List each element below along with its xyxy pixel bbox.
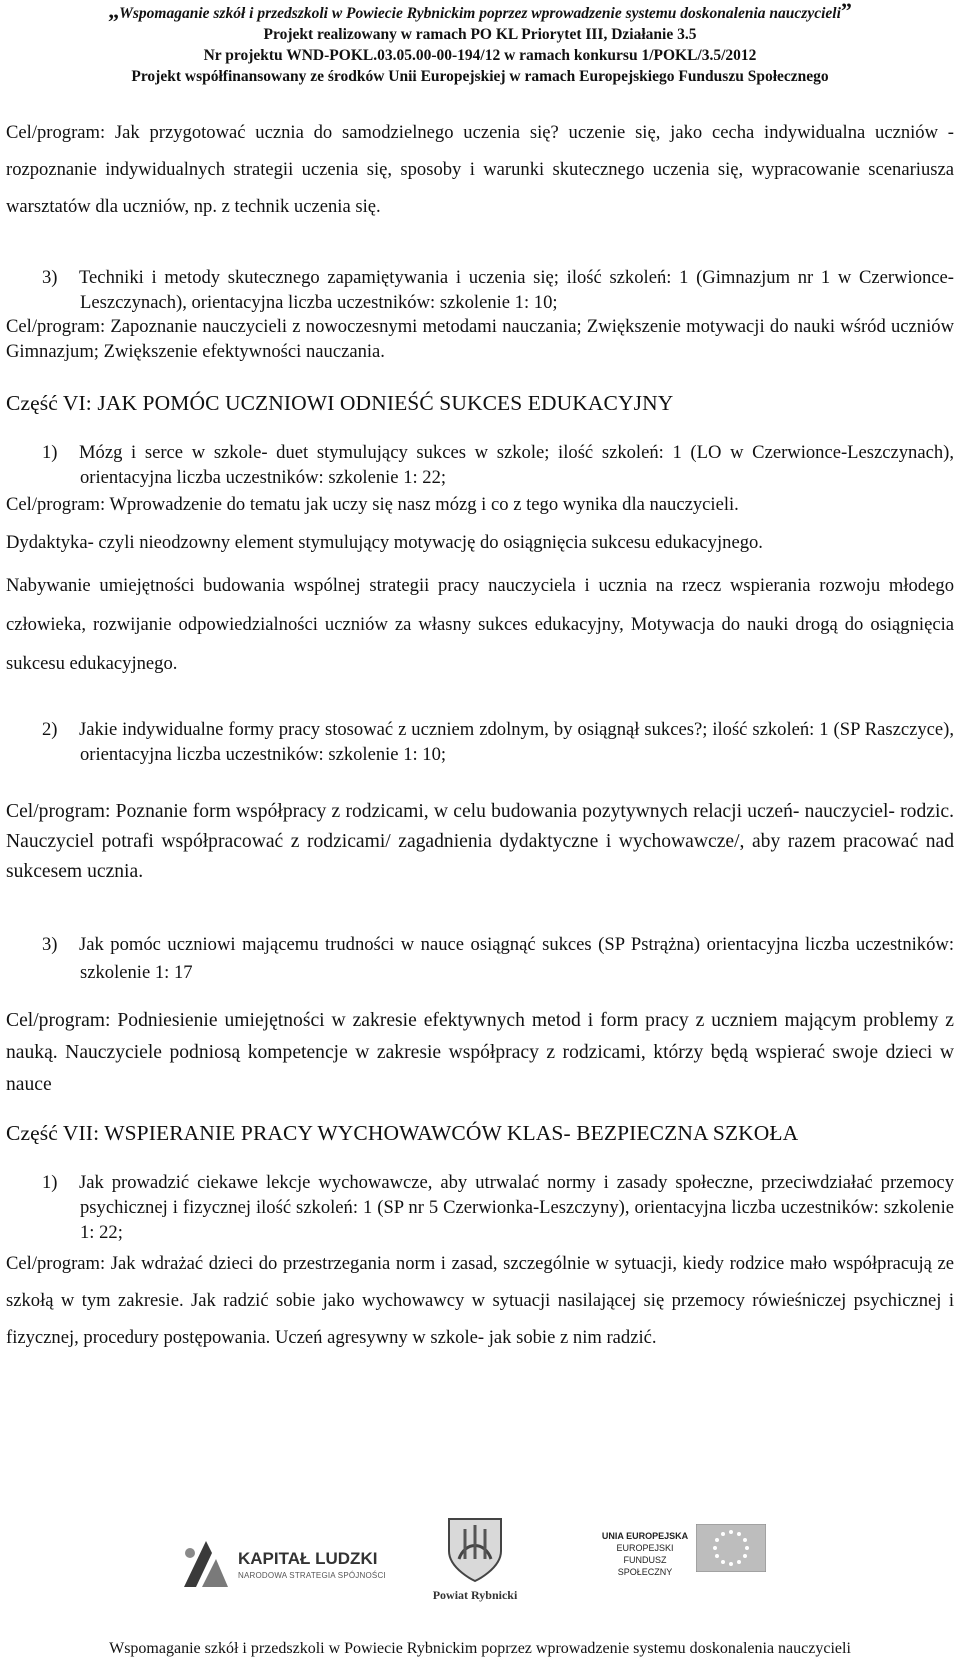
header-line-2: Projekt realizowany w ramach PO KL Priorytet III, Działanie 3.5 (263, 26, 697, 43)
list-number: 1) (42, 442, 58, 463)
list-item-text: Mózg i serce w szkole- duet stymulujący sukces w szkole; ilość szkoleń: 1 (LO w Czerwionce-Leszczynach), orientacyjna liczba uczestników: szkolenie 1: 22; (79, 442, 954, 488)
list-item-v3 (0, 265, 954, 315)
section6-item1-program-2: Dydaktyka- czyli nieodzowny element stymulujący motywację do osiągnięcia sukcesu edukacyjnego. (6, 532, 763, 553)
unia-europejska-logo (600, 1520, 770, 1600)
list-item-vii-1 (0, 1170, 954, 1245)
project-header (0, 0, 960, 87)
close-quote: ” (840, 0, 852, 23)
list-number: 3) (42, 934, 58, 955)
powiat-rybnicki-logo (420, 1515, 530, 1615)
section-6-title: Część VI: JAK POMÓC UCZNIOWI ODNIEŚĆ SUKCES EDUKACYJNY (6, 391, 674, 415)
kapital-ludzki-logo (176, 1535, 386, 1595)
ue-line-2: EUROPEJSKI (616, 1543, 674, 1553)
list-item-text: Jak pomóc uczniowi mającemu trudności w nauce osiągnąć sukces (SP Pstrążna) orientacyjna liczba uczestników: szkolenie 1: 17 (79, 934, 954, 983)
list-item-text: Jakie indywidualne formy pracy stosować z uczniem zdolnym, by osiągnął sukces?; ilość szkoleń: 1 (SP Raszczyce), orientacyjna liczba uczestników: szkolenie 1: 10; (79, 719, 954, 765)
kapital-ludzki-title: KAPITAŁ LUDZKI (238, 1549, 378, 1568)
header-line-4: Projekt współfinansowany ze środków Unii Europejskiej w ramach Europejskiego Funduszu Społecznego (131, 68, 829, 85)
header-line-3: Nr projektu WND-POKL.03.05.00-00-194/12 w ramach konkursu 1/POKL/3.5/2012 (203, 47, 757, 64)
list-number: 3) (42, 267, 58, 288)
eu-flag-icon (696, 1524, 766, 1572)
kapital-ludzki-emblem-icon (176, 1535, 236, 1595)
section7-item1-program: Cel/program: Jak wdrażać dzieci do przestrzegania norm i zasad, szczególnie w sytuacji, kiedy rodzice mało współpracują ze szkołą w tym zakresie. Jak radzić sobie jako wychowawcy w sytuacji nasilającej się przemocy rówieśniczej psychicznej i fizycznej, procedury postępowania. Uczeń agresywny w szkole- jak sobie z nim radzić. (6, 1253, 954, 1348)
list-item-text: Techniki i metody skutecznego zapamiętywania i uczenia się; ilość szkoleń: 1 (Gimnazjum nr 1 w Czerwionce-Leszczynach), orientacyjna liczba uczestników: szkolenie 1: 10; (79, 267, 954, 313)
list-number: 1) (42, 1172, 58, 1193)
section6-item3-program: Cel/program: Podniesienie umiejętności w zakresie efektywnych metod i form pracy z uczniem mającym problemy z nauką. Nauczyciele podniosą kompetencje w zakresie współpracy z rodzicami, którzy będą wspierać swoje dzieci w nauce (6, 1010, 954, 1095)
ue-line-1: UNIA EUROPEJSKA (601, 1531, 689, 1541)
section6-item1-program-1: Cel/program: Wprowadzenie do tematu jak uczy się nasz mózg i co z tego wynika dla nauczycieli. (6, 494, 739, 515)
header-line-1: Wspomaganie szkół i przedszkoli w Powiecie Rybnickim poprzez wprowadzenie systemu doskonalenia nauczycieli (119, 5, 841, 22)
open-quote: „ (108, 0, 120, 23)
item-v3-program: Cel/program: Zapoznanie nauczycieli z nowoczesnymi metodami nauczania; Zwiększenie motywacji do nauki wśród uczniów Gimnazjum; Zwiększenie efektywności nauczania. (6, 316, 954, 362)
list-item-vi-3 (0, 931, 954, 987)
list-number: 2) (42, 719, 58, 740)
kapital-ludzki-subtitle: NARODOWA STRATEGIA SPÓJNOŚCI (238, 1571, 386, 1580)
intro-paragraph: Cel/program: Jak przygotować ucznia do samodzielnego uczenia się? uczenie się, jako cecha indywidualna uczniów - rozpoznanie indywidualnych strategii uczenia się, sposoby i warunki skutecznego uczenia się, wypracowanie scenariusza warsztatów dla uczniów, np. z technik uczenia się. (6, 122, 954, 217)
header-title-line (0, 0, 960, 24)
page-footer: Wspomaganie szkół i przedszkoli w Powiecie Rybnickim poprzez wprowadzenie systemu doskonalenia nauczycieli (109, 1640, 851, 1657)
list-item-vi-2 (0, 717, 954, 767)
section-7-title: Część VII: WSPIERANIE PRACY WYCHOWAWCÓW KLAS- BEZPIECZNA SZKOŁA (6, 1121, 799, 1145)
ue-line-3: FUNDUSZ SPOŁECZNY (617, 1555, 673, 1577)
coat-of-arms-icon (445, 1515, 505, 1583)
section6-item1-program-3: Nabywanie umiejętności budowania wspólnej strategii pracy nauczyciela i ucznia na rzecz wspierania rozwoju młodego człowieka, rozwijanie odpowiedzialności uczniów za własny sukces edukacyjny, Motywacja do nauki drogą do osiągnięcia sukcesu edukacyjnego. (6, 575, 954, 674)
section6-item2-program: Cel/program: Poznanie form współpracy z rodzicami, w celu budowania pozytywnych relacji uczeń- nauczyciel- rodzic. Nauczyciel potrafi współpracować z rodzicami/ zagadnienia dydaktyczne i wychowawcze/, aby razem pracować nad sukcesem ucznia. (6, 801, 954, 882)
powiat-rybnicki-label: Powiat Rybnicki (432, 1588, 518, 1602)
list-item-text: Jak prowadzić ciekawe lekcje wychowawcze, aby utrwalać normy i zasady społeczne, przeciwdziałać przemocy psychicznej i fizycznej ilość szkoleń: 1 (SP nr 5 Czerwionka-Leszczyny), orientacyjna liczba uczestników: szkolenie 1: 22; (79, 1172, 954, 1243)
list-item-vi-1 (0, 440, 954, 490)
